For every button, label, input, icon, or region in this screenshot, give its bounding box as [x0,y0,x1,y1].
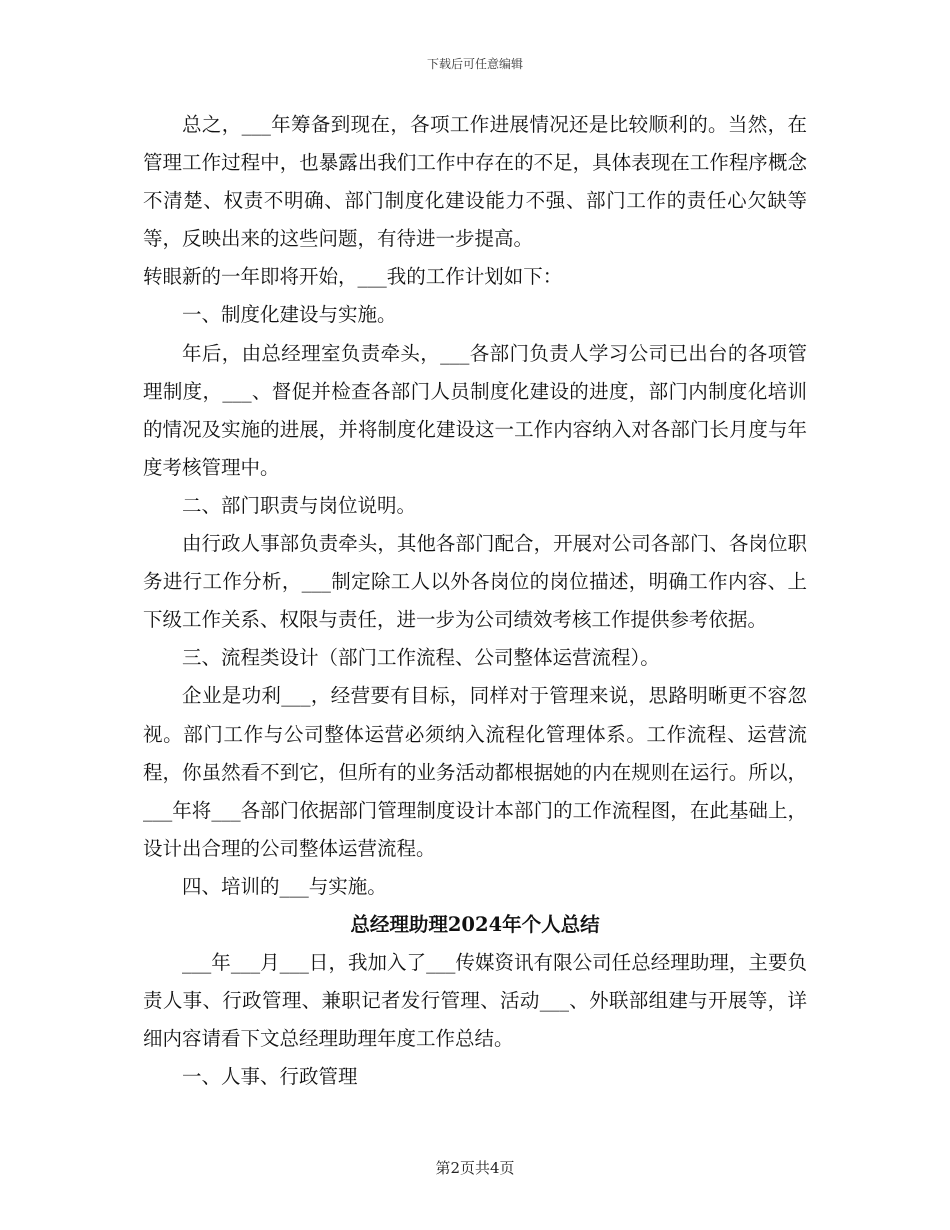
paragraph-department-duties: 由行政人事部负责牵头，其他各部门配合，开展对公司各部门、各岗位职务进行工作分析，___制定除工人以外各岗位的岗位描述，明确工作内容、上下级工作关系、权限与责任，进一步为公司绩效考核工作提供参考依据。 [143,532,807,632]
heading-process-design: 三、流程类设计（部门工作流程、公司整体运营流程）。 [182,646,660,670]
heading-hr-admin: 一、人事、行政管理 [182,1065,358,1089]
header-note: 下载后可任意编辑 [426,57,523,71]
page-number: 第2页共4页 [435,1159,515,1177]
document-body [143,106,807,1096]
paragraph-process-design: 企业是功利___，经营要有目标，同样对于管理来说，思路明晰更不容忽视。部门工作与公司整体运营必须纳入流程化管理体系。工作流程、运营流程，你虽然看不到它，但所有的业务活动都根据她的内在规则在运行。所以，___年将___各部门依据部门管理制度设计本部门的工作流程图，在此基础上，设计出合理的公司整体运营流程。 [143,684,807,860]
heading-institution-building: 一、制度化建设与实施。 [182,303,397,327]
heading-department-duties: 二、部门职责与岗位说明。 [182,493,417,517]
paragraph-plan-intro: 转眼新的一年即将开始，___我的工作计划如下： [143,265,563,289]
paragraph-institution-building: 年后，由总经理室负责牵头，___各部门负责人学习公司已出台的各项管理制度，___、督促并检查各部门人员制度化建设的进度，部门内制度化培训的情况及实施的进展，并将制度化建设这一工作内容纳入对各部门长月度与年度考核管理中。 [143,341,807,479]
paragraph-summary: 总之，___年筹备到现在，各项工作进展情况还是比较顺利的。当然，在管理工作过程中，也暴露出我们工作中存在的不足，具体表现在工作程序概念不清楚、权责不明确、部门制度化建设能力不强、部门工作的责任心欠缺等等，反映出来的这些问题，有待进一步提高。 [143,113,807,251]
heading-training: 四、培训的___与实施。 [182,874,387,898]
paragraph-join-intro: ___年___月___日，我加入了___传媒资讯有限公司任总经理助理，主要负责人事、行政管理、兼职记者发行管理、活动___、外联部组建与开展等，详细内容请看下文总经理助理年度工作总结。 [143,951,807,1051]
section-title: 总经理助理2024年个人总结 [350,912,600,936]
